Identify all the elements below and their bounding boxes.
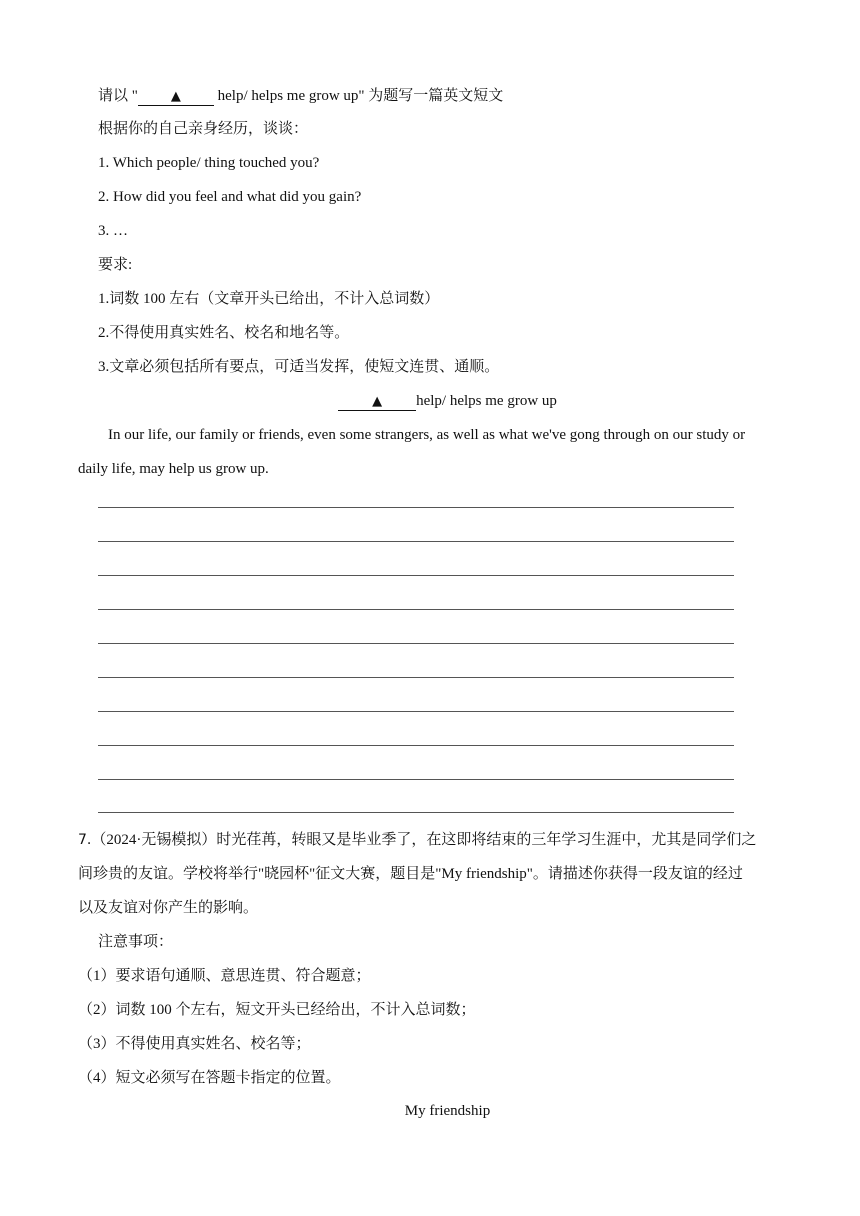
q6-req-3: 3.文章必须包括所有要点，可适当发挥，使短文连贯、通顺。 (98, 359, 500, 375)
q6-title-blank (138, 88, 214, 106)
answer-line[interactable] (98, 711, 734, 712)
triangle-icon: ▲ (372, 394, 383, 409)
answer-line[interactable] (98, 643, 734, 644)
q7-line-3: 以及友谊对你产生的影响。 (78, 900, 259, 916)
q7-note-3: （3）不得使用真实姓名、校名等； (78, 1036, 311, 1052)
q6-req-1: 1.词数 100 左右（文章开头已给出，不计入总词数） (98, 291, 440, 307)
q6-essay-title-text: help/ helps me grow up (416, 393, 557, 409)
answer-line[interactable] (98, 507, 734, 508)
triangle-icon: ▲ (170, 89, 181, 104)
answer-line[interactable] (98, 541, 734, 542)
q6-opening-line-2: daily life, may help us grow up. (78, 461, 269, 477)
q6-req-label: 要求: (98, 257, 133, 273)
q6-point-3: 3. … (98, 223, 128, 239)
q6-point-1: 1. Which people/ thing touched you? (98, 155, 320, 171)
answer-line[interactable] (98, 575, 734, 576)
q7-note-4: （4）短文必须写在答题卡指定的位置。 (78, 1070, 341, 1086)
answer-line[interactable] (98, 779, 734, 780)
answer-line[interactable] (98, 677, 734, 678)
q6-opening-line-1: In our life, our family or friends, even some strangers, as well as what we've gong through on our study or (108, 427, 746, 443)
q7-text-1: 时光荏苒，转眼又是毕业季了，在这即将结束的三年学习生涯中，尤其是同学们之 (216, 832, 757, 848)
q6-instruction: 根据你的自己亲身经历，谈谈： (98, 121, 309, 137)
answer-line[interactable] (98, 812, 734, 813)
answer-line[interactable] (98, 609, 734, 610)
q7-number: 7. (78, 832, 92, 848)
q6-prompt-post: help/ helps me grow up" 为题写一篇英文短文 (213, 88, 504, 104)
q7-line-1 (78, 830, 756, 850)
q7-essay-title: My friendship (404, 1103, 491, 1119)
q6-prompt (98, 86, 503, 106)
q7-note-1: （1）要求语句通顺、意思连贯、符合题意； (78, 968, 371, 984)
q6-prompt-pre: 请以 " (98, 88, 138, 104)
q6-essay-title (0, 391, 860, 411)
q7-source: （2024·无锡模拟） (91, 832, 217, 848)
q6-point-2: 2. How did you feel and what did you gain? (98, 189, 362, 205)
q7-note-2: （2）词数 100 个左右，短文开头已经给出，不计入总词数； (78, 1002, 476, 1018)
q7-notes-label: 注意事项： (98, 934, 174, 950)
q6-req-2: 2.不得使用真实姓名、校名和地名等。 (98, 325, 350, 341)
answer-line[interactable] (98, 745, 734, 746)
q7-line-2: 间珍贵的友谊。学校将举行"晓园杯"征文大赛，题目是"My friendship"。请描述你获得一段友谊的经过 (78, 866, 743, 882)
q6-essay-title-blank (338, 393, 416, 411)
